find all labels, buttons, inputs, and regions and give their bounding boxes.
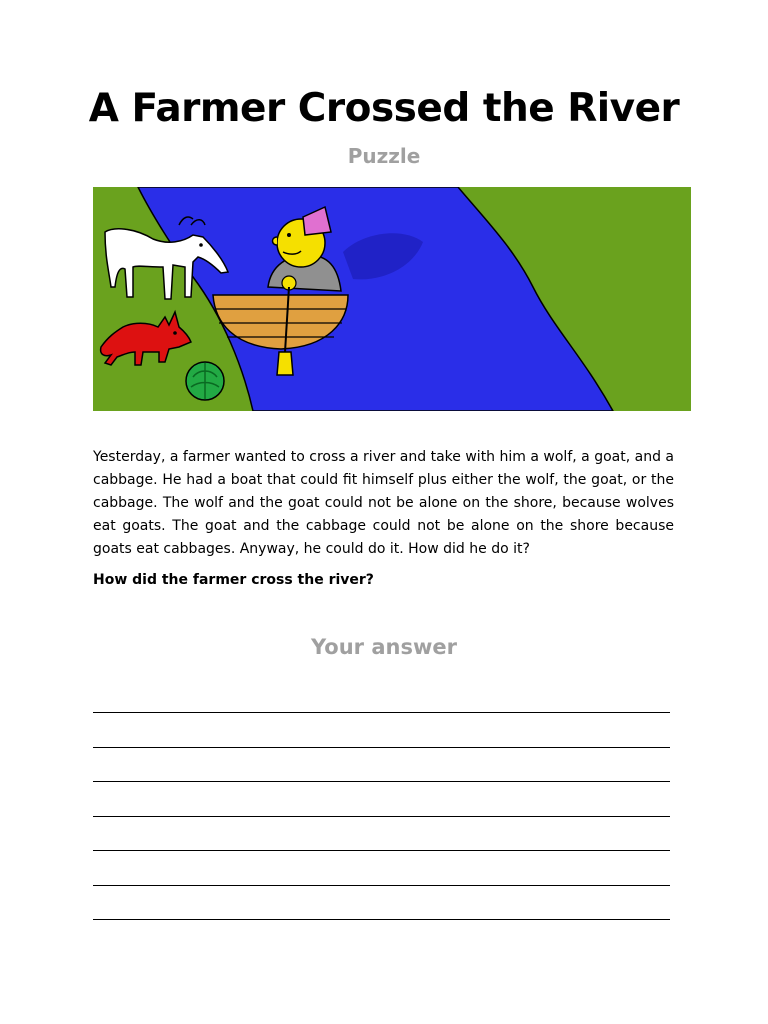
answer-heading: Your answer [311, 635, 457, 659]
puzzle-question: How did the farmer cross the river? [93, 572, 374, 588]
answer-line[interactable] [93, 700, 670, 713]
answer-line[interactable] [93, 817, 670, 852]
answer-line[interactable] [93, 713, 670, 748]
puzzle-description: Yesterday, a farmer wanted to cross a river and take with him a wolf, a goat, and a cabbage. He had a boat that could fit himself plus either the wolf, the goat, or the cabbage. The wolf and the goat could not be alone on the shore, because wolves eat goats. The goat and the cabbage could not be alone on the shore because goats eat cabbages. Anyway, he could do it. How did he do it? [93, 449, 674, 557]
page-title: A Farmer Crossed the River [88, 86, 680, 131]
answer-line[interactable] [93, 748, 670, 783]
farmer-boat-illustration [93, 187, 691, 411]
answer-line[interactable] [93, 782, 670, 817]
answer-line[interactable] [93, 886, 670, 921]
cabbage-icon [186, 362, 224, 400]
page-subtitle: Puzzle [347, 144, 421, 168]
answer-line[interactable] [93, 851, 670, 886]
answer-lines[interactable] [93, 700, 670, 920]
